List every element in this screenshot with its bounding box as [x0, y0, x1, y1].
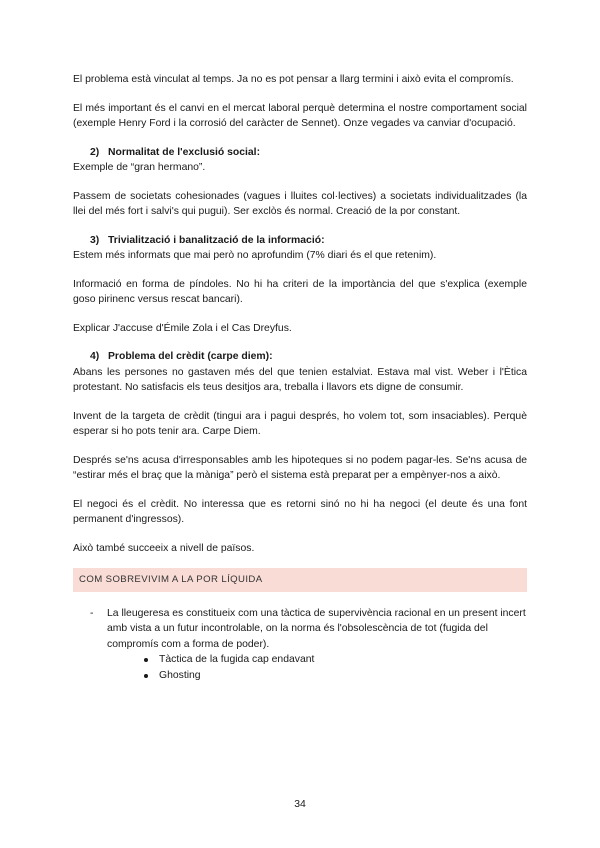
bullet-icon: [144, 674, 148, 678]
paragraph-zola: Explicar J'accuse d'Émile Zola i el Cas Dreyfus.: [73, 322, 292, 334]
list-item: [73, 606, 527, 684]
heading-trivialization: [90, 233, 527, 249]
bullet-text: Tàctica de la fugida cap endavant: [159, 654, 315, 665]
dash-list: [73, 606, 527, 684]
bullet-icon: [144, 658, 148, 662]
paragraph-societies: Passem de societats cohesionades (vagues i lluites col·lectives) a societats individualitzades (la llei del més fort i salvi's qui pugui). Ser exclòs és normal. Creació de la por constant.: [73, 190, 527, 217]
heading-text: Problema del crèdit (carpe diem):: [108, 351, 273, 362]
heading-number: 3): [90, 234, 100, 246]
document-page: [73, 72, 527, 683]
dash-marker: -: [90, 607, 94, 619]
heading-credit: [90, 349, 527, 365]
paragraph-big-brother: Exemple de “gran hermano”.: [73, 162, 206, 173]
heading-number: 2): [90, 146, 100, 158]
paragraph-mortgages: Després se'ns acusa d'irresponsables amb les hipoteques si no podem pagar-les. Se'ns acusa de “estirar més el braç que la màniga” però el sistema està preparat per a empènyer-nos a això.: [73, 454, 527, 481]
paragraph-business: El negoci és el crèdit. No interessa que es retorni sinó no hi ha negoci (el deute és una font permanent d'ingressos).: [73, 498, 527, 525]
page-number: 34: [294, 799, 306, 810]
heading-number: 4): [90, 351, 100, 362]
bullet-item: [144, 652, 527, 668]
paragraph-pills: Informació en forma de píndoles. No hi ha criteri de la importància del que s'explica (exemple goso pirinenc versus rescat bancari).: [73, 278, 527, 305]
heading-text: Normalitat de l'exclusió social:: [108, 146, 261, 158]
paragraph-savings: Abans les persones no gastaven més del que tenien estalviat. Estava mal vist. Weber i l'Ètica protestant. No satisfacis els teus desitjos ara, treballa i llavors ets digne de consumir.: [73, 366, 527, 393]
bullet-text: Ghosting: [159, 669, 201, 681]
heading-social-exclusion: [90, 145, 527, 161]
paragraph-countries: Això també succeeix a nivell de països.: [73, 542, 255, 554]
paragraph-informed: Estem més informats que mai però no aprofundim (7% diari és el que retenim).: [73, 250, 437, 261]
paragraph-labor-market: El més important és el canvi en el mercat laboral perquè determina el nostre comportament social (exemple Henry Ford i la corrosió del caràcter de Sennet). Onze vegades va canviar d'ocupació.: [73, 102, 527, 129]
heading-text: Trivialització i banalització de la informació:: [108, 234, 325, 246]
paragraph-time: El problema està vinculat al temps. Ja no es pot pensar a llarg termini i això evita el compromís.: [73, 74, 514, 85]
section-header: COM SOBREVIVIM A LA POR LÍQUIDA: [73, 568, 527, 592]
bullet-item: [144, 668, 527, 684]
list-item-text: La lleugeresa es constitueix com una tàctica de supervivència racional en un present incert amb vista a un futur incontrolable, on la norma és l'obsolescència de tot (fugida del compromís com a forma de poder).: [107, 607, 526, 650]
paragraph-credit-card: Invent de la targeta de crèdit (tingui ara i pagui després, ho volem tot, som insaciables). Perquè esperar si ho pots tenir ara. Carpe Diem.: [73, 410, 527, 437]
bullet-list: [107, 652, 527, 683]
